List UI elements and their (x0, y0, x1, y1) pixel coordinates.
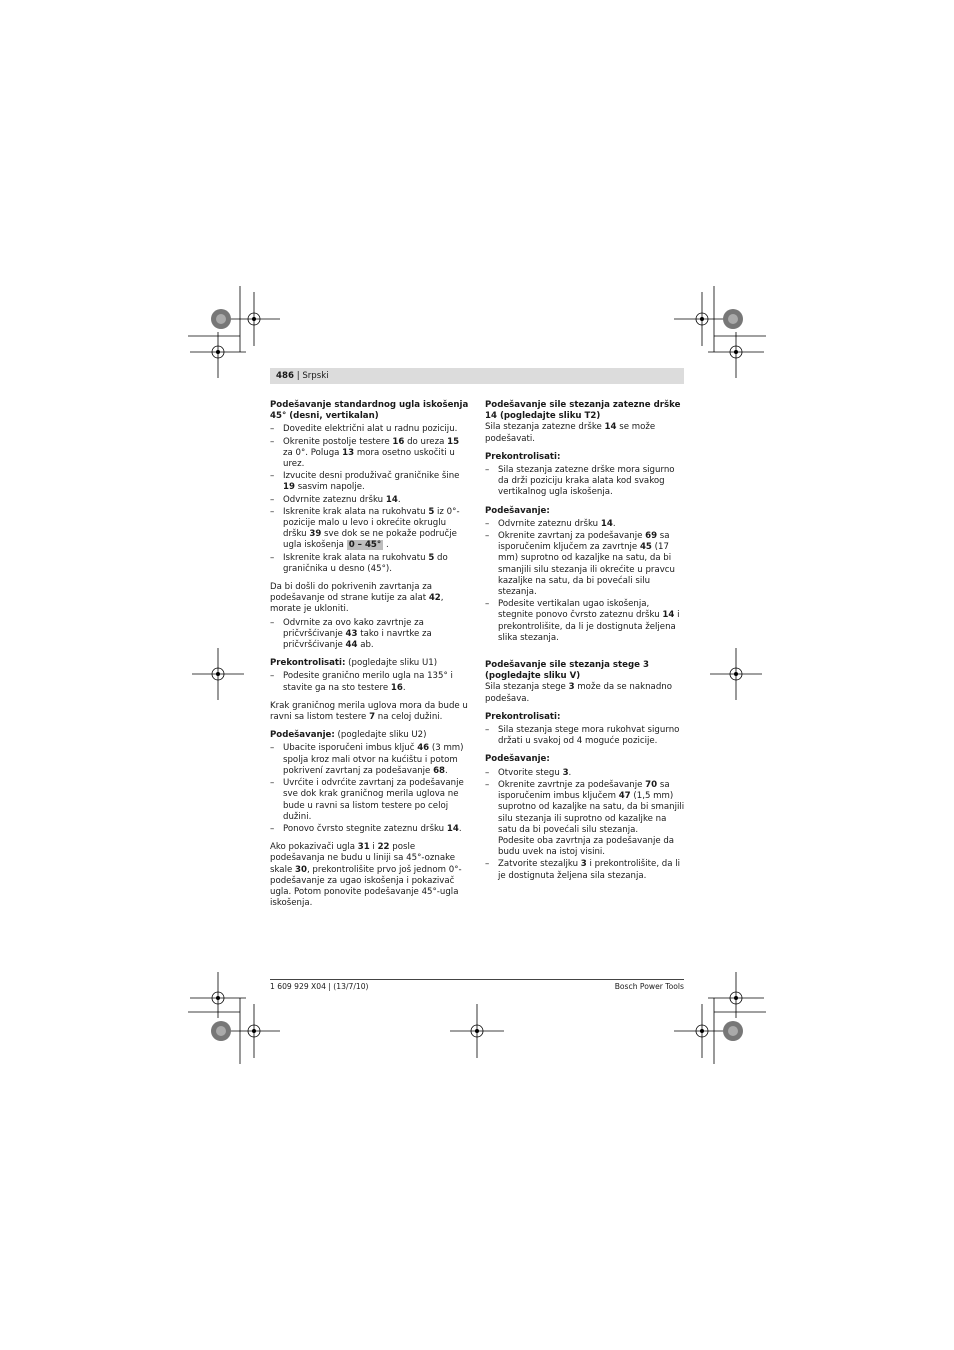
list-item: – Ponovo čvrsto stegnite zateznu dršku 14. (270, 824, 470, 835)
list-item: – Okrenite zavrtanj za podešavanje 69 sa isporučenim ključem za zavrtnje 45 (17 mm) suprotno od kazaljke na satu, da bi smanjili silu stezanja ili okrećite u pravcu kazaljke na satu, da bi povećali silu stezanja. (485, 531, 685, 598)
list-item: – Podesite vertikalan ugao iskošenja, stegnite ponovo čvrsto zateznu dršku 14 i prekontrolišite, da li je dostignuta željena slika stezanja. (485, 599, 685, 644)
list-item: – Izvucite desni produživač graničnike šine 19 sasvim napolje. (270, 471, 470, 493)
left-check: Prekontrolisati: (pogledajte sliku U1) (270, 658, 438, 669)
right-adjust-label: Podešavanje: (485, 505, 550, 516)
right-list-2 (485, 519, 685, 644)
list-item: – Otvorite stegu 3. (485, 768, 685, 779)
left-column (270, 400, 470, 909)
footer-rule (270, 979, 684, 980)
left-list-4 (270, 743, 470, 835)
list-item: – Iskrenite krak alata na rukohvatu 5 do graničnika u desno (45°). (270, 553, 470, 575)
right-para-2: Sila stezanja stege 3 može da se naknadno podešava. (485, 682, 672, 704)
list-item: – Odvrnite za ovo kako zavrtnje za pričvršćivanje 43 tako i navrtke za pričvršćivanje 44 ab. (270, 618, 470, 652)
right-heading-2: Podešavanje sile stezanja stege 3 (pogledajte sliku V) (485, 660, 649, 682)
list-item: – Dovedite električni alat u radnu poziciju. (270, 424, 470, 435)
left-para-1: Da bi došli do pokrivenih zavrtanja za podešavanje od strane kutije za alat 42, morate je ukloniti. (270, 582, 444, 615)
left-adjust: Podešavanje: (pogledajte sliku U2) (270, 730, 427, 741)
left-heading: Podešavanje standardnog ugla iskošenja 45° (desni, vertikalan) (270, 400, 469, 422)
left-list-1 (270, 424, 470, 575)
list-item: – Zatvorite stezaljku 3 i prekontrolišite, da li je dostignuta željena sila stezanja. (485, 859, 685, 881)
right-check-label-2: Prekontrolisati: (485, 711, 561, 722)
list-item: – Sila stezanja zatezne drške mora sigurno da drži poziciju kraka alata kod svakog vertikalnog ugla iskošenja. (485, 465, 685, 499)
right-list-1 (485, 465, 685, 499)
left-para-2: Krak graničnog merila uglova mora da bude u ravni sa listom testere 7 na celoj dužini. (270, 700, 468, 723)
list-item: – Podesite granično merilo ugla na 135° i stavite ga na sto testere 16. (270, 671, 470, 693)
left-list-2 (270, 618, 470, 652)
right-para-1: Sila stezanja zatezne drške 14 se može podešavati. (485, 422, 656, 444)
right-list-3 (485, 725, 685, 747)
list-item: – Okrenite postolje testere 16 do ureza 15 za 0°. Poluga 13 mora osetno uskočiti u urez. (270, 437, 470, 471)
page-header (270, 368, 684, 384)
list-item: – Sila stezanja stege mora rukohvat sigurno držati u svakoj od 4 moguće pozicije. (485, 725, 685, 747)
right-heading-1: Podešavanje sile stezanja zatezne drške 14 (pogledajte sliku T2) (485, 400, 681, 422)
right-adjust-label-2: Podešavanje: (485, 754, 550, 765)
list-item: – Iskrenite krak alata na rukohvatu 5 iz 0°-pozicije malo u levo i okrećite okruglu dršku 39 sve dok se ne pokaže područje ugla iskošenja 0 – 45° . (270, 507, 470, 552)
right-check-label: Prekontrolisati: (485, 451, 561, 462)
list-item: – Ubacite isporučeni imbus ključ 46 (3 mm) spolja kroz mali otvor na kućištu i potom pokrivení zavrtanj za podešavanje 68. (270, 743, 470, 777)
list-item: – Odvrnite zateznu dršku 14. (485, 519, 685, 530)
list-item: – Okrenite zavrtnje za podešavanje 70 sa isporučenim imbus ključem 47 (1,5 mm) suprotno od kazaljke na satu, da bi smanjili silu stezanja ili suprotno od kazaljke na satu da bi povećali silu stezanja. Podesite oba zavrtnja za podešavanje da budu uvek na istoj visini. (485, 780, 685, 858)
left-list-3 (270, 671, 470, 693)
left-para-3: Ako pokazivači ugla 31 i 22 posle podešavanja ne budu u liniji sa 45°-oznake skale 30, prekontrolišite prvo još jednom 0°-podešavanje za ugao iskošenja i pokazivač ugla. Potom ponovite podešavanje 45°-ugla iskošenja. (270, 842, 462, 909)
list-item: – Uvrćite i odvrćite zavrtanj za podešavanje sve dok krak graničnog merila uglova ne bude u ravni sa listom testere po celoj dužini. (270, 778, 470, 823)
footer-doc-number: 1 609 929 X04 | (13/7/10) (270, 982, 369, 991)
right-list-4 (485, 768, 685, 882)
footer-brand: Bosch Power Tools (614, 982, 684, 991)
right-column (485, 400, 685, 883)
page-number: 486 (276, 371, 294, 381)
section-name: | Srpski (296, 371, 329, 381)
angle-range-badge: 0 – 45° (348, 540, 382, 551)
list-item: – Odvrnite zateznu dršku 14. (270, 495, 470, 506)
